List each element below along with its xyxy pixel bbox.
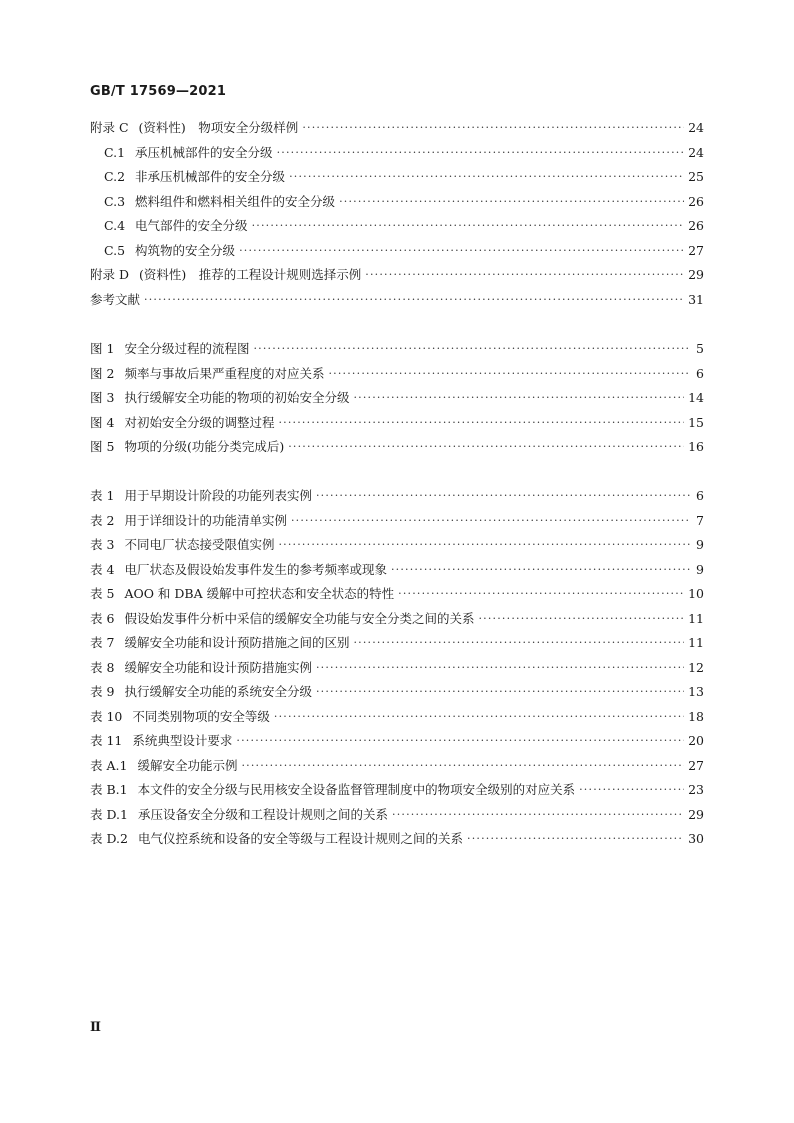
toc-entry[interactable]	[90, 118, 704, 138]
toc-entry[interactable]	[90, 216, 704, 236]
toc-entry-label	[90, 192, 335, 212]
toc-entry-title: 电厂状态及假设始发事件发生的参考频率或现象	[124, 561, 387, 577]
toc-entry-code: 表 9	[90, 684, 115, 699]
toc-entry-page: 29	[688, 806, 704, 822]
toc-entry-title: 电气仪控系统和设备的安全等级与工程设计规则之间的关系	[137, 831, 463, 846]
toc-entry-page: 18	[688, 708, 704, 724]
toc-entry-title: 用于详细设计的功能清单实例	[124, 512, 287, 528]
toc-entry-code: C.1	[104, 144, 126, 160]
toc-entry-title: 非承压机械部件的安全分级	[135, 169, 286, 184]
toc-entry-code: C.4	[104, 218, 126, 233]
toc-entry-label	[90, 511, 287, 531]
toc-entry-label	[90, 364, 324, 384]
toc-entry-label	[90, 265, 361, 285]
toc-entry-title: 构筑物的安全分级	[135, 242, 236, 258]
toc-entry-title: AOO 和 DBA 缓解中可控状态和安全状态的特性	[124, 586, 395, 601]
toc-entry[interactable]	[90, 265, 704, 285]
toc-entry-label	[90, 339, 249, 359]
toc-entry-title: 执行缓解安全功能的系统安全分级	[124, 684, 312, 699]
toc-dot-leader	[277, 143, 685, 163]
toc-entry-label	[90, 560, 387, 580]
toc-entry-page: 27	[688, 757, 704, 773]
toc-entry-page: 6	[696, 365, 704, 381]
toc-entry[interactable]	[90, 167, 704, 187]
toc-entry-page: 31	[688, 291, 704, 307]
toc-entry-page: 11	[688, 635, 704, 650]
toc-entry-title: 不同电厂状态接受限值实例	[124, 537, 275, 552]
toc-entry[interactable]	[90, 364, 704, 384]
document-header: GB/T 17569—2021	[90, 84, 227, 99]
toc-entry-page: 25	[688, 169, 704, 184]
toc-entry-page: 24	[688, 144, 704, 160]
toc-entry[interactable]	[90, 290, 704, 310]
toc-dot-leader	[241, 756, 684, 776]
toc-dot-leader	[302, 118, 684, 138]
toc-entry-label	[90, 609, 474, 629]
toc-entry-code: 表 1	[90, 488, 115, 503]
toc-dot-leader	[289, 167, 684, 187]
toc-dot-leader	[253, 339, 690, 359]
toc-entry-page: 27	[688, 242, 704, 258]
toc-entry-label	[90, 756, 237, 776]
toc-entry-label	[90, 290, 140, 310]
toc-entry-page: 6	[696, 488, 704, 503]
toc-entry-label	[90, 658, 312, 678]
toc-dot-leader	[236, 731, 684, 751]
toc-entry-title: 承压设备安全分级和工程设计规则之间的关系	[137, 806, 388, 822]
toc-entry-code: 表 5	[90, 586, 115, 601]
toc-entry-page: 14	[688, 390, 704, 405]
toc-entry-label	[90, 780, 575, 800]
toc-entry-code: C.2	[104, 169, 126, 184]
toc-entry[interactable]	[90, 756, 704, 776]
toc-dot-leader	[392, 805, 684, 825]
toc-entry[interactable]	[90, 633, 704, 653]
toc-entry-title: 燃料组件和燃料相关组件的安全分级	[135, 193, 336, 209]
toc-entry-page: 5	[696, 341, 704, 356]
toc-entry-page: 9	[696, 561, 704, 577]
toc-dot-leader	[288, 437, 684, 457]
toc-entry-label	[90, 241, 235, 261]
toc-entry[interactable]	[90, 437, 704, 457]
toc-entry[interactable]	[90, 192, 704, 212]
toc-entry-label	[90, 805, 388, 825]
toc-entry[interactable]	[90, 829, 704, 849]
toc-entry-title: 本文件的安全分级与民用核安全设备监督管理制度中的物项安全级别的对应关系	[137, 782, 576, 797]
toc-entry-code: 表 2	[90, 512, 115, 528]
page-number-roman: Ⅱ	[90, 1020, 101, 1035]
toc-entry-code: 附录 D	[90, 267, 129, 282]
toc-entry-code: 表 A.1	[90, 757, 128, 773]
toc-entry[interactable]	[90, 609, 704, 629]
toc-entry-page: 29	[688, 267, 704, 282]
toc-entry-code: 表 6	[90, 610, 115, 626]
toc-entry-label	[90, 633, 349, 653]
toc-entry-code: 图 5	[90, 439, 115, 454]
toc-entry[interactable]	[90, 682, 704, 702]
toc-dot-leader	[278, 413, 684, 433]
toc-entry-code: 表 4	[90, 561, 115, 577]
toc-entry-code: 表 D.1	[90, 806, 128, 822]
toc-entry-title: 承压机械部件的安全分级	[135, 144, 273, 160]
toc-entry-code: 表 3	[90, 537, 115, 552]
toc-entry-page: 7	[696, 512, 704, 528]
toc-dot-leader	[579, 780, 684, 800]
toc-entry-code: C.3	[104, 193, 126, 209]
toc-entry-code: 图 4	[90, 414, 115, 430]
toc-entry[interactable]	[90, 388, 704, 408]
toc-entry-label	[90, 216, 248, 236]
toc-entry-title: 缓解安全功能和设计预防措施实例	[124, 659, 312, 675]
toc-entry-code: 表 8	[90, 659, 115, 675]
toc-entry-title: 用于早期设计阶段的功能列表实例	[124, 488, 312, 503]
toc-dot-leader	[391, 560, 690, 580]
toc-dot-leader	[274, 707, 684, 727]
toc-dot-leader	[365, 265, 684, 285]
toc-dot-leader	[467, 829, 684, 849]
toc-entry-title: 参考文献	[90, 291, 141, 307]
toc-entry-page: 11	[688, 610, 704, 626]
toc-entry-label	[90, 584, 394, 604]
toc-entry[interactable]	[90, 805, 704, 825]
toc-dot-leader	[316, 682, 684, 702]
toc-entry-label	[90, 118, 298, 138]
toc-entry-title: 执行缓解安全功能的物项的初始安全分级	[124, 390, 350, 405]
toc-entry-label	[90, 731, 232, 751]
toc-entry-page: 26	[688, 193, 704, 209]
toc-entry-code: 图 2	[90, 365, 115, 381]
toc-dot-leader	[316, 486, 690, 506]
toc-entry[interactable]	[90, 241, 704, 261]
toc-dot-leader	[353, 633, 684, 653]
toc-entry-code: 图 3	[90, 390, 115, 405]
toc-entry-code: 表 B.1	[90, 782, 128, 797]
toc-entry[interactable]	[90, 413, 704, 433]
toc-dot-leader	[278, 535, 690, 555]
toc-entry[interactable]	[90, 143, 704, 163]
toc-dot-leader	[339, 192, 684, 212]
toc-entry-label	[90, 535, 274, 555]
toc-entry-title: 物项的分级(功能分类完成后)	[124, 439, 285, 454]
toc-dot-leader	[252, 216, 685, 236]
toc-dot-leader	[291, 511, 690, 531]
toc-entry-title: 电气部件的安全分级	[135, 218, 248, 233]
toc-entry-title: 安全分级过程的流程图	[124, 341, 250, 356]
toc-entry-code: 表 11	[90, 733, 123, 748]
toc-entry-page: 20	[688, 733, 704, 748]
toc-entry-page: 9	[696, 537, 704, 552]
toc-entry-page: 23	[688, 782, 704, 797]
toc-entry-page: 26	[688, 218, 704, 233]
toc-dot-leader	[328, 364, 690, 384]
toc-entry-label	[90, 143, 273, 163]
toc-dot-leader	[239, 241, 684, 261]
toc-entry-label	[90, 682, 312, 702]
toc-entry-page: 16	[688, 439, 704, 454]
toc-entry-code: 图 1	[90, 341, 115, 356]
toc-entry[interactable]	[90, 780, 704, 800]
toc-entry[interactable]	[90, 731, 704, 751]
toc-entry-page: 10	[688, 586, 704, 601]
toc-entry-title: (资料性) 物项安全分级样例	[138, 120, 299, 135]
toc-entry-title: 系统典型设计要求	[132, 733, 233, 748]
toc-entry-label	[90, 388, 349, 408]
toc-dot-leader	[353, 388, 684, 408]
toc-dot-leader	[478, 609, 684, 629]
toc-entry[interactable]	[90, 339, 704, 359]
toc-entry-code: 表 7	[90, 635, 115, 650]
toc-entry-page: 15	[688, 414, 704, 430]
toc-dot-leader	[144, 290, 684, 310]
toc-entry-title: 缓解安全功能和设计预防措施之间的区别	[124, 635, 350, 650]
toc-entry[interactable]	[90, 560, 704, 580]
toc-entry-page: 12	[688, 659, 704, 675]
toc-entry-label	[90, 486, 312, 506]
toc-entry[interactable]	[90, 658, 704, 678]
toc-entry-title: 假设始发事件分析中采信的缓解安全功能与安全分类之间的关系	[124, 610, 475, 626]
toc-entry-title: 对初始安全分级的调整过程	[124, 414, 275, 430]
toc-dot-leader	[398, 584, 684, 604]
toc-entry-page: 24	[688, 120, 704, 135]
toc-entry[interactable]	[90, 707, 704, 727]
toc-entry-code: 附录 C	[90, 120, 129, 135]
toc-dot-leader	[316, 658, 684, 678]
toc-entry-label	[90, 413, 274, 433]
toc-entry[interactable]	[90, 511, 704, 531]
toc-entry-label	[90, 437, 284, 457]
toc-entry[interactable]	[90, 584, 704, 604]
toc-entry-page: 30	[688, 831, 704, 846]
toc-entry-code: 表 10	[90, 708, 123, 724]
toc-entry-code: 表 D.2	[90, 831, 128, 846]
toc-entry-label	[90, 167, 285, 187]
toc-entry[interactable]	[90, 486, 704, 506]
toc-entry-label	[90, 829, 463, 849]
toc-entry-code: C.5	[104, 242, 126, 258]
toc-entry-title: 频率与事故后果严重程度的对应关系	[124, 365, 325, 381]
toc-entry-label	[90, 707, 270, 727]
toc-entry-page: 13	[688, 684, 704, 699]
toc-entry-title: 不同类别物项的安全等级	[132, 708, 270, 724]
toc-entry-title: 缓解安全功能示例	[137, 757, 238, 773]
toc-entry-title: (资料性) 推荐的工程设计规则选择示例	[139, 267, 362, 282]
toc-entry[interactable]	[90, 535, 704, 555]
